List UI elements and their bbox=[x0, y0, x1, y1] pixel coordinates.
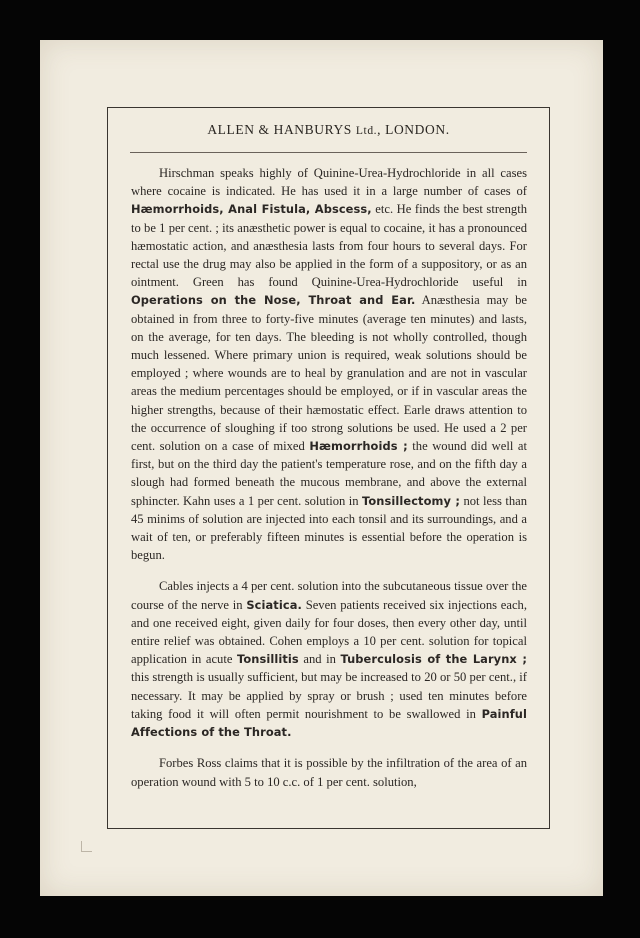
text-run: Cables injects a 4 per cent. solution into the subcutaneous tissue over the course of the nerve in bbox=[131, 579, 527, 612]
emphasis-term: Operations on the Nose, Throat and Ear. bbox=[131, 293, 416, 308]
text-run: etc. He finds the best strength to be 1 per cent. ; its anæsthetic power is equal to cocaine, it has a pronounced hæmostatic action, and anæsthesia lasts from four hours to several days. For rectal use the drug may also be applied in the form of a suppository, or as an ointment. Green has found Quinine-Urea-Hydrochloride useful in bbox=[131, 202, 527, 290]
emphasis-term: Painful Affections of the Throat. bbox=[131, 706, 527, 740]
page-border-frame bbox=[107, 107, 550, 829]
header-firm: ALLEN & HANBURYS bbox=[207, 122, 356, 137]
emphasis-term: Hæmorrhoids, Anal Fistula, Abscess, bbox=[131, 202, 372, 217]
body-text bbox=[131, 164, 527, 804]
header-city: , LONDON. bbox=[377, 122, 450, 137]
body-paragraph bbox=[131, 577, 527, 741]
text-run: Hirschman speaks highly of Quinine-Urea-Hydrochloride in all cases where cocaine is indicated. He has used it in a large number of cases of bbox=[131, 166, 527, 199]
text-run: Forbes Ross claims that it is possible by the infiltration of the area of an operation wound with 5 to 10 c.c. of 1 per cent. solution, bbox=[131, 756, 527, 789]
text-run: this strength is usually sufficient, but may be increased to 20 or 50 per cent., if necessary. It may be applied by spray or brush ; used ten minutes before taking food it will often permit nourishment to be swallowed in bbox=[131, 670, 527, 721]
text-run: Anæsthesia may be obtained in from three to forty-five minutes (average ten minutes) and lasts, on the average, for ten days. The bleeding is not wholly controlled, though much lessened. Where primary union is required, weak solutions should be employed ; where wounds are to heal by granulation and are not in vascular areas the medium percentages should be employed, or if in vascular areas the higher strengths, because of their hæmostatic effect. Earle draws attention to the occurrence of sloughing if too strong solutions be used. He used a 2 per cent. solution on a case of mixed bbox=[131, 293, 528, 454]
body-paragraph bbox=[131, 754, 527, 790]
emphasis-term: Sciatica. bbox=[246, 597, 302, 612]
text-run: not less than 45 minims of solution are injected into each tonsil and its surroundings, and a wait of ten, or preferably fifteen minutes is essential before the operation is begun. bbox=[131, 493, 528, 563]
emphasis-term: Tonsillitis bbox=[236, 652, 299, 667]
body-paragraph bbox=[131, 164, 527, 564]
emphasis-term: Tonsillectomy ; bbox=[361, 493, 461, 508]
corner-mark bbox=[81, 841, 92, 852]
text-run: Seven patients received six injections each, and one received eight, given daily for four doses, then every other day, until entire relief was obtained. Cohen employs a 10 per cent. solution for topical application in acute bbox=[131, 597, 528, 667]
header-ltd: Ltd. bbox=[355, 125, 378, 137]
header-rule bbox=[130, 152, 527, 153]
text-run: and in bbox=[298, 652, 341, 667]
page-header bbox=[108, 122, 549, 138]
emphasis-term: Tuberculosis of the Larynx ; bbox=[340, 652, 527, 667]
text-run: the wound did well at first, but on the third day the patient's temperature rose, and on the fifth day a slough had formed beneath the mucous membrane, and above the external sphincter. Kahn uses a 1 per cent. solution in bbox=[131, 439, 527, 508]
page-sheet bbox=[40, 40, 603, 896]
emphasis-term: Hæmorrhoids ; bbox=[309, 439, 408, 454]
